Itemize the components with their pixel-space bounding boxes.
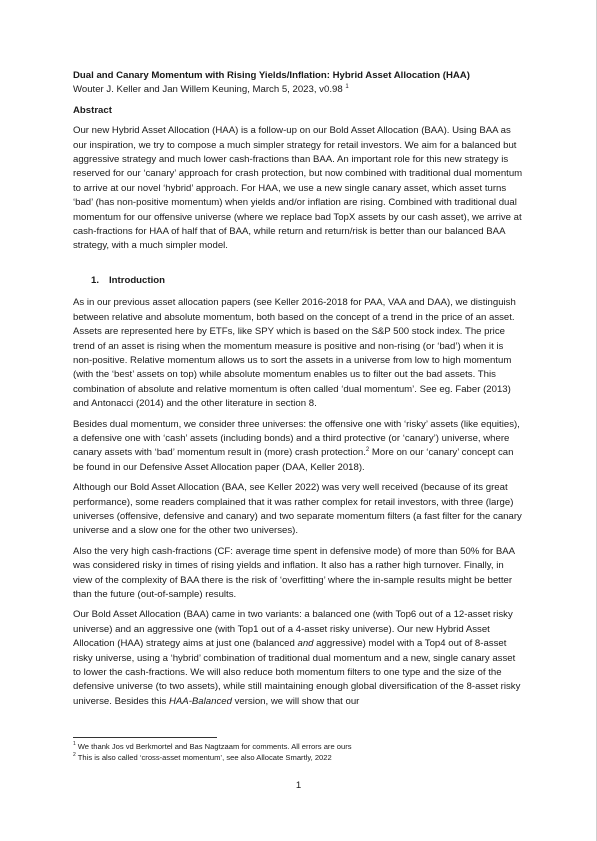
authors-line: [73, 83, 525, 97]
abstract-heading: Abstract: [73, 104, 112, 116]
paragraph-5-text-a: Our Bold Asset Allocation (BAA) came in two variants: a balanced one (with Top6 out of a 12-asset risky universe) and an aggressive one (with Top1 out of a 4-asset risky universe). Our new Hybrid Asset Allocation (HAA) strategy aims at just one (balanced: [73, 609, 513, 650]
section-title: Introduction: [109, 274, 165, 286]
paragraph-3: Although our Bold Asset Allocation (BAA, see Keller 2022) was very well received (because of its great performance), some readers complained that it was rather complex for retail investors, with three (large) universes (offensive, defensive and canary) and two separate momentum filters (a fast filter for the canary universe and a slow one for the other two universes).: [73, 482, 522, 537]
paragraph-2-text-b: More on our ‘canary’ concept can be found in our Defensive Asset Allocation paper (DAA, Keller 2018).: [73, 447, 514, 473]
paragraph-5-text-c: version, we will show that our: [231, 695, 360, 707]
section-number: 1.: [91, 274, 100, 286]
paper-title: Dual and Canary Momentum with Rising Yields/Inflation: Hybrid Asset Allocation (HAA): [73, 70, 470, 81]
paragraph-5-italic-haa-balanced: HAA-Balanced: [168, 695, 232, 707]
footnote-2-text: This is also called ‘cross-asset momentum’, see also Allocate Smartly, 2022: [77, 753, 332, 762]
footnote-1-mark: 1: [73, 741, 76, 748]
page-body: [73, 69, 525, 715]
footnote-divider: [73, 737, 217, 738]
footnote-1-text: We thank Jos vd Berkmortel and Bas Nagtzaam for comments. All errors are ours: [77, 742, 352, 751]
authors-footnote-mark[interactable]: 1: [345, 84, 349, 91]
authors-text: Wouter J. Keller and Jan Willem Keuning, March 5, 2023, v0.98: [73, 84, 343, 96]
paragraph-1: As in our previous asset allocation papers (see Keller 2016-2018 for PAA, VAA and DAA), we distinguish between relative and absolute momentum, both based on the concept of a trend in the price of an asset. Assets are represented here by ETFs, like SPY which is based on the S&P 500 stock index. The price trend of an asset is rising when the momentum measure is positive and non-rising (or ‘bad’) when it is non-positive. Relative momentum allows us to sort the assets in a universe from low to high momentum (with the ‘best’ assets on top) while absolute momentum enables us to filter out the bad assets. This combination of absolute and relative momentum is often called ‘dual momentum’. See eg. Faber (2013) and Antonacci (2014) and the other literature in section 8.: [73, 297, 516, 410]
paragraph-2: [73, 418, 525, 476]
paragraph-5-text-b: aggressive) model with a Top4 out of 8-asset risky universe, using a ‘hybrid’ combination of traditional dual momentum and a new, single canary asset to lower the cash-fractions. We will also reduce both momentum filters to one type and the size of the defensive universe (to two assets), while still maintaining enough global diversification of the 8-asset risky universe. Besides this: [73, 638, 521, 707]
paragraph-5-italic-and: and: [297, 638, 314, 650]
footnote-2: [73, 752, 525, 763]
paragraph-4: Also the very high cash-fractions (CF: average time spent in defensive mode) of more than 50% for BAA was considered risky in times of rising yields and inflation. It also has a rather high turnover. Finally, in view of the complexity of BAA there is the risk of ‘overfitting’ where the in-sample results might be better than the future (out-of-sample) results.: [73, 545, 515, 600]
footnotes: [73, 737, 525, 763]
footnote-2-marker: 2: [73, 752, 76, 759]
footnote-2-mark[interactable]: 2: [365, 447, 370, 454]
abstract-text: Our new Hybrid Asset Allocation (HAA) is a follow-up on our Bold Asset Allocation (BAA). Using BAA as our inspiration, we try to compose a much simpler strategy for retail investors. We aim for a balanced but aggressive strategy and much lower cash-fractions than BAA. An important role for this new strategy is reserved for our ‘canary’ approach for crash protection, but now combined with traditional dual momentum to arrive at our novel ‘hybrid’ approach. For HAA, we use a new single canary asset, which asset turns ‘bad’ (has non-positive momentum) when yields and/or inflation are rising. Combined with traditional dual momentum for our offensive universe (where we replace bad TopX assets by our cash asset), we arrive at cash-fractions for HAA of half that of BAA, while return and return/risk is better than our balanced BAA strategy, with a much simpler model.: [73, 125, 523, 252]
paragraph-2-text-a: Besides dual momentum, we consider three universes: the offensive one with ‘risky’ assets (like equities), a defensive one with ‘cash’ assets (including bonds) and a third protective (or ‘canary’) universe, where canary assets with ‘bad’ momentum result in (more) crash protection.: [73, 418, 520, 459]
paragraph-5: [73, 608, 525, 709]
footnote-1: [73, 741, 525, 752]
page-number: 1: [295, 780, 302, 791]
section-heading-introduction: [73, 274, 525, 288]
